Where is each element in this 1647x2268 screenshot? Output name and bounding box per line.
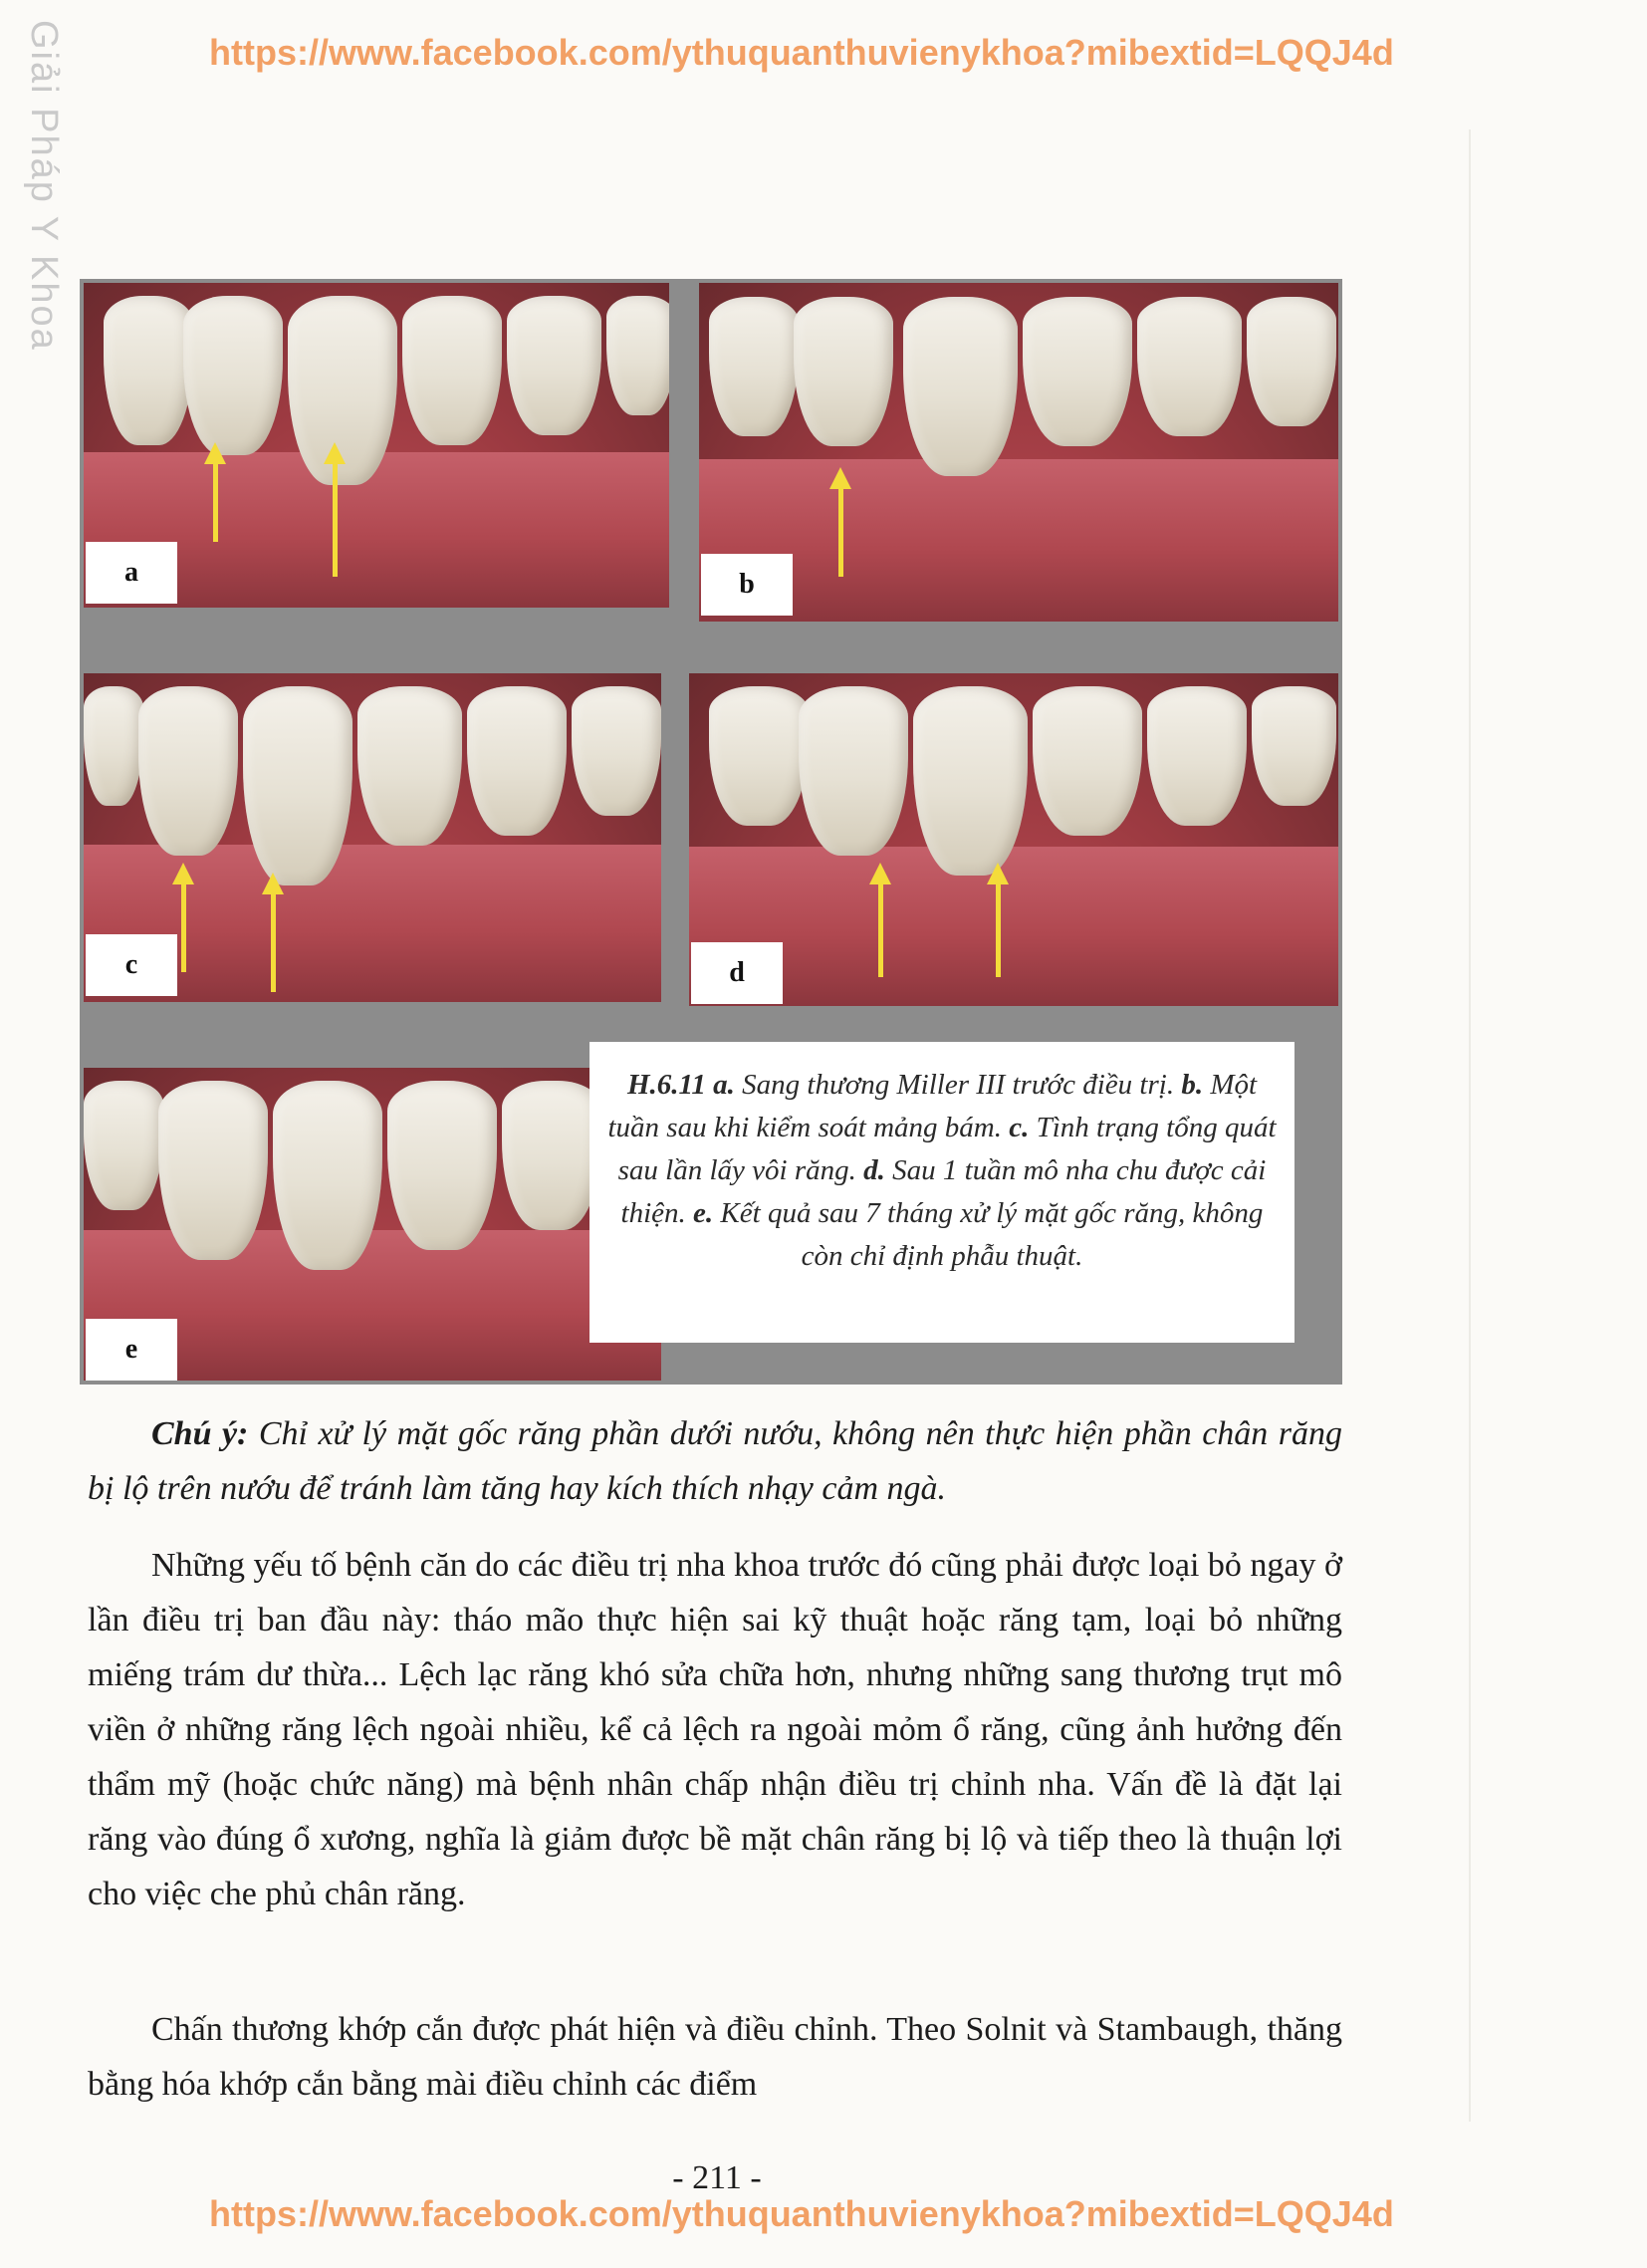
tooth xyxy=(1033,686,1142,836)
caption-part-a: Sang thương Miller III trước điều trị. xyxy=(734,1069,1175,1101)
page-edge-line xyxy=(1469,129,1471,2122)
panel-label-c: c xyxy=(86,934,177,996)
caption-key-b: b. xyxy=(1174,1069,1204,1101)
tooth xyxy=(709,686,809,826)
tooth xyxy=(794,297,893,446)
figure-caption xyxy=(589,1042,1294,1343)
tooth xyxy=(1247,297,1336,426)
page-number: - 211 - xyxy=(672,2159,762,2196)
top-link[interactable]: https://www.facebook.com/ythuquanthuvienykhoa?mibextid=LQQJ4d xyxy=(209,32,1394,73)
tooth xyxy=(138,686,238,856)
tooth xyxy=(402,296,502,445)
tooth xyxy=(507,296,601,435)
photo-b xyxy=(699,283,1338,622)
tooth xyxy=(709,297,799,436)
photo-d xyxy=(689,673,1338,1006)
tooth xyxy=(467,686,567,836)
caption-part-e: Kết quả sau 7 tháng xử lý mặt gốc răng, không còn chỉ định phẫu thuật. xyxy=(713,1197,1264,1272)
caption-key-d: d. xyxy=(863,1154,885,1186)
tooth xyxy=(273,1081,382,1270)
tooth xyxy=(84,686,143,806)
tooth xyxy=(1023,297,1132,446)
caption-fig-id: H.6.11 a. xyxy=(626,1069,735,1101)
body-paragraph-2: Chấn thương khớp cắn được phát hiện và điều chỉnh. Theo Solnit và Stambaugh, thăng bằng hóa khớp cắn bằng mài điều chỉnh các điểm xyxy=(88,2011,1342,2103)
note-paragraph xyxy=(88,1406,1342,1516)
tooth xyxy=(606,296,669,415)
tooth xyxy=(1137,297,1242,436)
arrow-indicator xyxy=(333,462,338,577)
side-watermark: Giải Pháp Y Khoa xyxy=(23,20,65,352)
tooth xyxy=(243,686,353,885)
arrow-indicator xyxy=(271,892,276,992)
note-text: Chỉ xử lý mặt gốc răng phần dưới nướu, không nên thực hiện phần chân răng bị lộ trên nướu để tránh làm tăng hay kích thích nhạy cảm ngà. xyxy=(88,1415,1342,1507)
arrow-indicator xyxy=(213,462,218,542)
tooth xyxy=(357,686,462,846)
tooth xyxy=(387,1081,497,1250)
tooth xyxy=(572,686,661,816)
photo-e xyxy=(84,1068,661,1381)
tooth xyxy=(158,1081,268,1260)
tooth xyxy=(104,296,193,445)
tooth xyxy=(84,1081,163,1210)
panel-label-e: e xyxy=(86,1319,177,1381)
panel-label-a: a xyxy=(86,542,177,604)
photo-a xyxy=(84,283,669,608)
arrow-indicator xyxy=(996,882,1001,977)
tooth xyxy=(903,297,1018,476)
note-lead: Chú ý: xyxy=(151,1415,249,1452)
panel-label-b: b xyxy=(701,554,793,616)
arrow-indicator xyxy=(181,882,186,972)
photo-c xyxy=(84,673,661,1002)
bottom-link[interactable]: https://www.facebook.com/ythuquanthuvienykhoa?mibextid=LQQJ4d xyxy=(209,2193,1394,2234)
tooth xyxy=(183,296,283,455)
caption-key-c: c. xyxy=(1009,1112,1030,1143)
tooth xyxy=(1252,686,1336,806)
caption-key-e: e. xyxy=(685,1197,714,1229)
caption-part-d: Sau 1 tuần mô nha chu được cải thiện. xyxy=(620,1154,1267,1229)
tooth xyxy=(799,686,908,856)
gum xyxy=(689,847,1338,1006)
panel-label-d: d xyxy=(691,942,783,1004)
arrow-indicator xyxy=(878,882,883,977)
arrow-indicator xyxy=(838,487,843,577)
gum xyxy=(699,459,1338,622)
caption-part-b: Một tuần sau khi kiểm soát mảng bám. xyxy=(607,1069,1258,1143)
tooth xyxy=(913,686,1028,876)
caption-part-c: Tình trạng tổng quát sau lần lấy vôi răng. xyxy=(617,1112,1277,1186)
tooth xyxy=(1147,686,1247,826)
tooth xyxy=(502,1081,601,1230)
body-paragraph-1: Những yếu tố bệnh căn do các điều trị nha khoa trước đó cũng phải được loại bỏ ngay ở lần điều trị ban đầu này: tháo mão thực hiện sai kỹ thuật hoặc răng tạm, loại bỏ những miếng trám dư thừa... Lệch lạc răng khó sửa chữa hơn, nhưng những sang thương trụt mô viền ở những răng lệch ngoài nhiều, kể cả lệch ra ngoài mỏm ổ răng, cũng ảnh hưởng đến thẩm mỹ (hoặc chức năng) mà bệnh nhân chấp nhận điều trị chỉnh nha. Vấn đề là đặt lại răng vào đúng ổ xương, nghĩa là giảm được bề mặt chân răng bị lộ và tiếp theo là thuận lợi cho việc che phủ chân răng. xyxy=(88,1547,1342,1912)
